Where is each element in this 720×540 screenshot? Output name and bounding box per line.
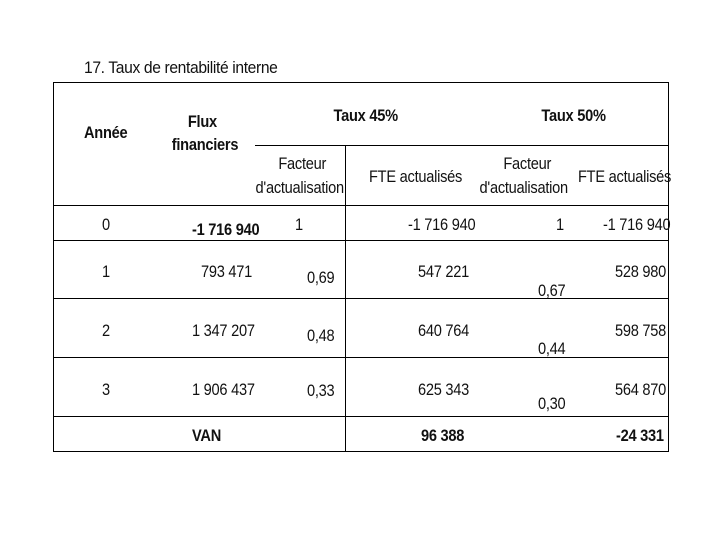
- column-divider: [345, 145, 346, 452]
- cell-flux: -1 716 940: [192, 220, 260, 239]
- header-sub-divider: [255, 145, 669, 146]
- cell-fte45: 625 343: [418, 380, 470, 399]
- cell-fte50: -1 716 940: [603, 215, 671, 234]
- row-divider: [53, 240, 669, 241]
- cell-annee: 2: [102, 321, 110, 340]
- cell-annee: 1: [102, 262, 110, 281]
- header-bottom-divider: [53, 205, 669, 206]
- header-fte45: FTE actualisés: [369, 167, 463, 186]
- cell-flux: 1 906 437: [192, 380, 255, 399]
- header-flux-line1: Flux: [187, 112, 217, 131]
- irr-table: [53, 82, 672, 452]
- header-facteur50-line2: d'actualisation: [479, 178, 568, 197]
- header-facteur50-line1: Facteur: [503, 154, 552, 173]
- cell-facteur45: 0,48: [307, 326, 335, 345]
- cell-annee: 3: [102, 380, 110, 399]
- van-taux45: 96 388: [421, 426, 465, 445]
- row-divider: [53, 416, 669, 417]
- cell-flux: 1 347 207: [192, 321, 255, 340]
- header-flux-line2: financiers: [171, 135, 239, 154]
- header-facteur45-line2: d'actualisation: [255, 178, 344, 197]
- cell-fte45: 547 221: [418, 262, 470, 281]
- row-divider: [53, 298, 669, 299]
- cell-facteur50: 0,44: [538, 339, 566, 358]
- cell-facteur45: 0,33: [307, 381, 335, 400]
- row-divider: [53, 357, 669, 358]
- cell-fte45: -1 716 940: [408, 215, 476, 234]
- cell-facteur50: 0,67: [538, 281, 566, 300]
- header-fte50: FTE actualisés: [578, 167, 672, 186]
- header-facteur45-line1: Facteur: [278, 154, 327, 173]
- cell-annee: 0: [102, 215, 110, 234]
- cell-fte50: 528 980: [615, 262, 667, 281]
- cell-facteur45: 0,69: [307, 268, 335, 287]
- cell-facteur45: 1: [295, 215, 303, 234]
- cell-facteur50: 1: [556, 215, 564, 234]
- header-taux45: Taux 45%: [333, 106, 398, 125]
- van-label: VAN: [192, 426, 222, 445]
- cell-fte50: 564 870: [615, 380, 667, 399]
- cell-flux: 793 471: [201, 262, 253, 281]
- cell-fte50: 598 758: [615, 321, 667, 340]
- header-taux50: Taux 50%: [541, 106, 606, 125]
- header-annee: Année: [84, 123, 128, 142]
- cell-fte45: 640 764: [418, 321, 470, 340]
- page-title: 17. Taux de rentabilité interne: [84, 58, 278, 77]
- van-taux50: -24 331: [616, 426, 664, 445]
- cell-facteur50: 0,30: [538, 394, 566, 413]
